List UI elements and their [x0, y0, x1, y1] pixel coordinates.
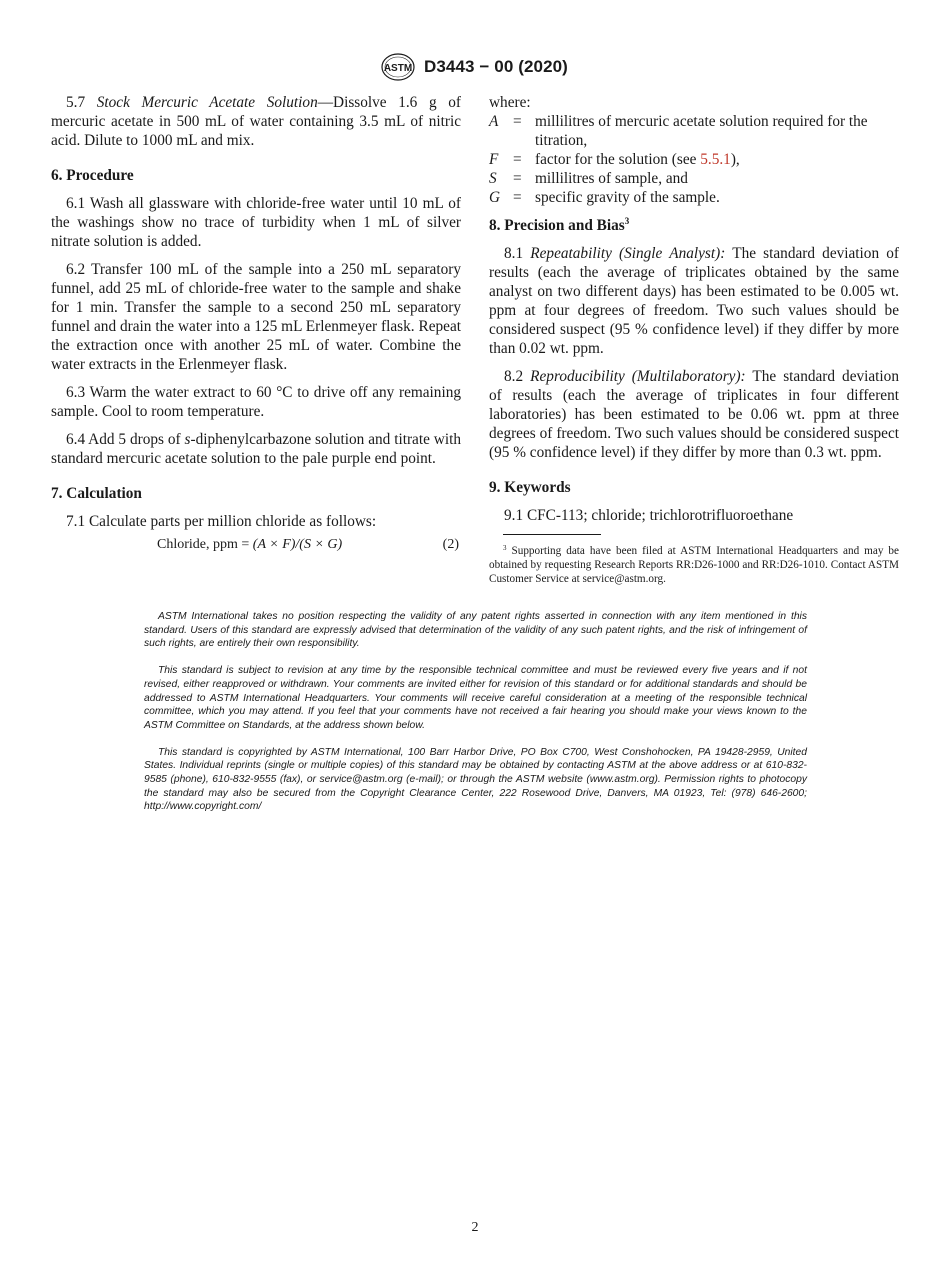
heading-precision-and-bias — [489, 216, 899, 235]
definition-symbol: F — [489, 151, 499, 168]
equation-rhs: (A × F)/(S × G) — [252, 537, 343, 552]
definition-symbol: A — [489, 113, 499, 130]
text-part: 6.4 Add 5 drops of — [66, 431, 185, 448]
notice-revision: This standard is subject to revision at any time by the responsible technical committee and must be reviewed every five years and if not revised, either reapproved or withdrawn. Your comments are invited either for revision of this standard or for additional standards and should be addressed to ASTM International Headquarters. Your comments will receive careful consideration at a meeting of the responsible technical committee, which you may attend. If you feel that your comments have not received a fair hearing you should make your views known to the ASTM Committee on Standards, at the address shown below. — [144, 665, 807, 731]
definition-text: specific gravity of the sample. — [535, 189, 720, 206]
definition-equals: = — [513, 151, 522, 168]
notice-copyright: This standard is copyrighted by ASTM International, 100 Barr Harbor Drive, PO Box C700, West Conshohocken, PA 19428-2959, United States. Individual reprints (single or multiple copies) of this standard may be obtained by contacting ASTM at the above address or at 610-832-9585 (phone), 610-832-9555 (fax), or service@astm.org (e-mail); or through the ASTM website (www.astm.org). Permission rights to photocopy the standard may also be secured from the Copyright Clearance Center, 222 Rosewood Drive, Danvers, MA 01923, Tel: (978) 646-2600; http://www.copyright.com/ — [144, 746, 807, 813]
page-header — [0, 52, 950, 82]
heading-text: 8. Precision and Bias — [489, 217, 625, 234]
definition-text: millilitres of sample, and — [535, 170, 688, 187]
section-5-7 — [51, 93, 461, 150]
equation-lhs: Chloride, ppm = — [157, 537, 253, 552]
where-label: where: — [489, 94, 531, 111]
definition-text — [535, 150, 899, 169]
equation-2 — [51, 535, 461, 557]
section-reference-link[interactable]: 5.5.1 — [700, 151, 731, 168]
section-text: The standard deviation of results (each the average of triplicates in four different laboratories) has been estimated to be 0.06 wt. ppm at three degrees of freedom. Two such values should be considered suspect (95 % confidence level) if they differ by more than 0.3 wt. ppm. — [489, 368, 899, 461]
definition-equals: = — [513, 170, 522, 187]
paragraph-8-1 — [489, 244, 899, 358]
definition-symbol: S — [489, 170, 497, 187]
equation-number: (2) — [442, 537, 459, 552]
section-text: The standard deviation of results (each the average of triplicates obtained by the same analyst on two different days) has been estimated to be 0.005 wt. ppm at four degrees of freedom. Two such values should be considered suspect (95 % confidence level) if they differ by more than 0.02 wt. ppm. — [489, 245, 900, 357]
definition-symbol: G — [489, 189, 501, 206]
text-part: factor for the solution (see — [535, 151, 701, 168]
notice-patent: ASTM International takes no position respecting the validity of any patent rights asserted in connection with any item mentioned in this standard. Users of this standard are expressly advised that determination of the validity of any such patent rights, and the risk of infringement of such rights, are entirely their own responsibility. — [144, 611, 807, 650]
definition-row — [489, 150, 899, 169]
section-number: 5.7 — [66, 94, 86, 111]
document-designation: D3443 − 00 (2020) — [424, 57, 568, 76]
footnote-marker: 3 — [503, 544, 507, 552]
paragraph-6-3: 6.3 Warm the water extract to 60 °C to drive off any remaining sample. Cool to room temperature. — [51, 384, 461, 420]
section-title: Stock Mercuric Acetate Solution — [96, 94, 318, 111]
astm-logo-icon — [380, 52, 416, 82]
left-column — [51, 93, 461, 557]
heading-calculation: 7. Calculation — [51, 485, 142, 502]
section-title: Reproducibility (Multilaboratory): — [530, 368, 746, 385]
paragraph-8-2 — [489, 367, 899, 462]
right-column — [489, 93, 899, 586]
variable-definitions — [489, 112, 899, 207]
italic-prefix: s — [184, 431, 191, 448]
paragraph-6-1: 6.1 Wash all glassware with chloride-free water until 10 mL of the washings show no trace of turbidity when 1 mL of silver nitrate solution is added. — [51, 195, 461, 250]
footnote-marker: 3 — [624, 216, 630, 226]
equation-body — [157, 535, 342, 554]
paragraph-6-2: 6.2 Transfer 100 mL of the sample into a 250 mL separatory funnel, add 25 mL of chloride-free water to the sample and shake for 1 min. Transfer the sample to a second 250 mL separatory funnel and drain the water into a 125 mL Erlenmeyer flask. Repeat the extraction once with another 25 mL of water. Combine the water extracts in the Erlenmeyer flask. — [51, 261, 461, 373]
definition-row — [489, 169, 899, 188]
section-number: 8.1 — [504, 245, 524, 262]
paragraph-6-4 — [51, 430, 461, 468]
page-number: 2 — [471, 1220, 479, 1235]
section-title: Repeatability (Single Analyst): — [530, 245, 726, 262]
legal-notices — [144, 610, 807, 827]
footnote-text: Supporting data have been filed at ASTM International Headquarters and may be obtained by requesting Research Reports RR:D26-1000 and RR:D26-1010. Contact ASTM Customer Service at service@astm.org. — [489, 545, 899, 585]
text-part: ), — [730, 151, 740, 168]
section-number: 8.2 — [504, 368, 524, 385]
definition-equals: = — [513, 113, 522, 130]
definition-row — [489, 112, 899, 150]
logo-text: ASTM — [383, 63, 413, 74]
footnote-divider — [503, 534, 601, 535]
heading-procedure: 6. Procedure — [51, 167, 134, 184]
heading-keywords: 9. Keywords — [489, 479, 571, 496]
definition-row — [489, 188, 899, 207]
text-part: -diphenylcarbazone solution and titrate with standard mercuric acetate solution to the pale purple end point. — [51, 431, 461, 467]
definition-text: millilitres of mercuric acetate solution required for the titration, — [535, 113, 868, 149]
paragraph-9-1: 9.1 CFC-113; chloride; trichlorotrifluoroethane — [504, 507, 794, 524]
footnote-3 — [489, 544, 899, 586]
definition-equals: = — [513, 189, 522, 206]
paragraph-7-1: 7.1 Calculate parts per million chloride as follows: — [66, 513, 377, 530]
section-text: —Dissolve 1.6 g of mercuric acetate in 500 mL of water containing 3.5 mL of nitric acid. Dilute to 1000 mL and mix. — [51, 94, 461, 149]
